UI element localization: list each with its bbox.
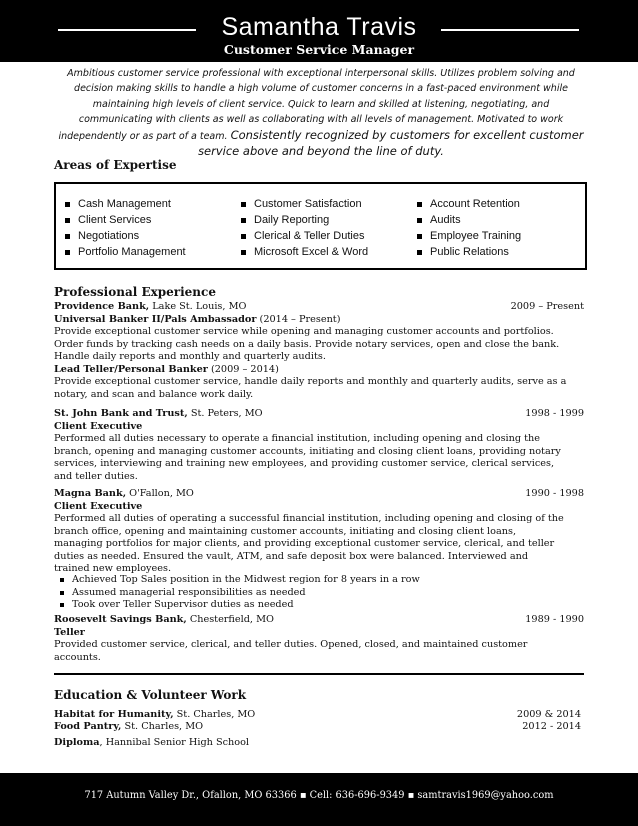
description-line: Performed all duties of operating a successful financial institution, including opening and closing of the — [54, 513, 564, 524]
footer-banner — [0, 773, 638, 826]
job-header — [54, 614, 584, 627]
expertise-heading: Areas of Expertise — [54, 158, 177, 172]
employer: Providence Bank, — [54, 301, 150, 312]
expertise-item: Customer Satisfaction — [240, 196, 368, 212]
job-location: Lake St. Louis, MO — [149, 301, 247, 312]
job-description — [54, 639, 584, 664]
description-line: Performed all duties necessary to operate a financial institution, including opening and closing the — [54, 433, 541, 444]
summary-line: maintaining high levels of client service. Quick to learn and skilled at listening, negotiating, and — [92, 98, 550, 110]
header-rule-right — [441, 29, 579, 31]
education-item — [54, 737, 584, 750]
expertise-item: Clerical & Teller Duties — [240, 228, 368, 244]
description-line: notary, and scan and balance work daily. — [54, 388, 254, 400]
description-line: trained new employees. — [54, 563, 172, 574]
education-item — [54, 721, 584, 734]
achievement-item: Assumed managerial responsibilities as needed — [58, 587, 420, 600]
experience-heading: Professional Experience — [54, 285, 216, 299]
role-dates: (2009 – 2014) — [207, 364, 279, 375]
job-header — [54, 488, 584, 501]
section-divider — [54, 673, 584, 675]
role-title: Teller — [54, 627, 85, 638]
job-title: Customer Service Manager — [223, 42, 415, 57]
job-location: Chesterfield, MO — [186, 614, 274, 625]
job-dates: 2009 – Present — [510, 301, 584, 312]
job-description — [54, 376, 584, 401]
education-item — [54, 709, 584, 722]
job-location: St. Peters, MO — [187, 408, 263, 419]
description-line: and teller duties. — [54, 470, 138, 482]
profile-summary — [55, 66, 587, 159]
description-line: Provided customer service, clerical, and teller duties. Opened, closed, and maintained customer — [54, 639, 528, 650]
expertise-column — [240, 196, 368, 260]
expertise-item: Public Relations — [416, 244, 521, 260]
job-description — [54, 513, 584, 576]
job-location: O'Fallon, MO — [126, 488, 194, 499]
job-description — [54, 326, 584, 364]
employer: Roosevelt Savings Bank, — [54, 614, 187, 625]
education-location: St. Charles, MO — [121, 721, 204, 732]
education-dates: 2009 & 2014 — [516, 709, 581, 720]
summary-highlight: service above and beyond the line of duty. — [198, 144, 444, 159]
job-role — [54, 314, 584, 327]
job-description — [54, 433, 584, 483]
education-dates: 2012 - 2014 — [522, 721, 581, 732]
job-header — [54, 408, 584, 421]
summary-text: independently or as part of a team. — [58, 130, 228, 142]
summary-line: communicating with clients as well as collaborating with all levels of management. Motivated to work — [78, 114, 564, 126]
expertise-item: Employee Training — [416, 228, 521, 244]
header-banner — [0, 0, 638, 62]
job-role — [54, 364, 584, 377]
role-title: Client Executive — [54, 501, 143, 512]
expertise-column — [416, 196, 521, 260]
education-heading: Education & Volunteer Work — [54, 688, 247, 702]
job-dates: 1989 - 1990 — [525, 614, 584, 625]
job-header — [54, 301, 584, 314]
job-dates: 1990 - 1998 — [525, 488, 584, 499]
summary-line — [55, 128, 587, 144]
description-line: Provide exceptional customer service while opening and managing customer accounts and portfolios. — [54, 326, 554, 337]
education-location: , Hannibal Senior High School — [99, 737, 250, 748]
expertise-item: Audits — [416, 212, 521, 228]
contact-info: 717 Autumn Valley Dr., Ofallon, MO 63366 ▪ Cell: 636-696-9349 ▪ samtravis1969@yahoo.com — [84, 790, 554, 801]
candidate-name: Samantha Travis — [221, 13, 417, 41]
expertise-item: Portfolio Management — [64, 244, 186, 260]
employer: Magna Bank, — [54, 488, 127, 499]
description-line: Provide exceptional customer service, handle daily reports and monthly and quarterly audits, serve as a — [54, 376, 567, 387]
summary-line: Ambitious customer service professional with exceptional interpersonal skills. Utilizes problem solving and — [67, 68, 575, 79]
expertise-item: Client Services — [64, 212, 186, 228]
education-location: St. Charles, MO — [173, 709, 256, 720]
expertise-box — [54, 182, 587, 270]
expertise-item: Negotiations — [64, 228, 186, 244]
description-line: managing portfolios for major clients, and providing exceptional customer service, clerical, and teller — [54, 538, 555, 549]
description-line: accounts. — [54, 651, 101, 663]
achievement-item: Achieved Top Sales position in the Midwest region for 8 years in a row — [58, 574, 420, 587]
expertise-item: Account Retention — [416, 196, 521, 212]
expertise-column — [64, 196, 186, 260]
description-line: services, interviewing and training new employees, and providing customer service, clerical services, — [54, 458, 555, 469]
employer: St. John Bank and Trust, — [54, 408, 188, 419]
expertise-item: Cash Management — [64, 196, 186, 212]
role-title: Client Executive — [54, 421, 143, 432]
description-line: branch, opening and managing customer accounts, initiating and closing client loans, providing notary — [54, 445, 561, 457]
summary-highlight: Consistently recognized by customers for excellent customer — [230, 127, 584, 142]
role-dates: (2014 – Present) — [256, 314, 341, 325]
description-line: duties as needed. Ensured the vault, ATM, and safe deposit box were balanced. Interviewed and — [54, 550, 529, 562]
description-line: Handle daily reports and monthly and quarterly audits. — [54, 351, 326, 362]
expertise-item: Microsoft Excel & Word — [240, 244, 368, 260]
role-title: Universal Banker II/Pals Ambassador — [54, 314, 257, 325]
education-org: Diploma — [54, 737, 100, 748]
summary-line: decision making skills to handle a high volume of customer concerns in a fast-paced environment while — [74, 83, 568, 95]
achievement-item: Took over Teller Supervisor duties as needed — [58, 599, 420, 612]
role-title: Lead Teller/Personal Banker — [54, 364, 208, 375]
expertise-item: Daily Reporting — [240, 212, 368, 228]
job-dates: 1998 - 1999 — [525, 408, 584, 419]
education-org: Food Pantry, — [54, 721, 122, 732]
description-line: branch office, opening and maintaining customer accounts, initiating and closing client loans, — [54, 525, 517, 537]
description-line: Order funds by tracking cash needs on a daily basis. Provide notary services, open and close the bank. — [54, 338, 560, 350]
education-org: Habitat for Humanity, — [54, 709, 174, 720]
achievement-list — [58, 574, 420, 612]
